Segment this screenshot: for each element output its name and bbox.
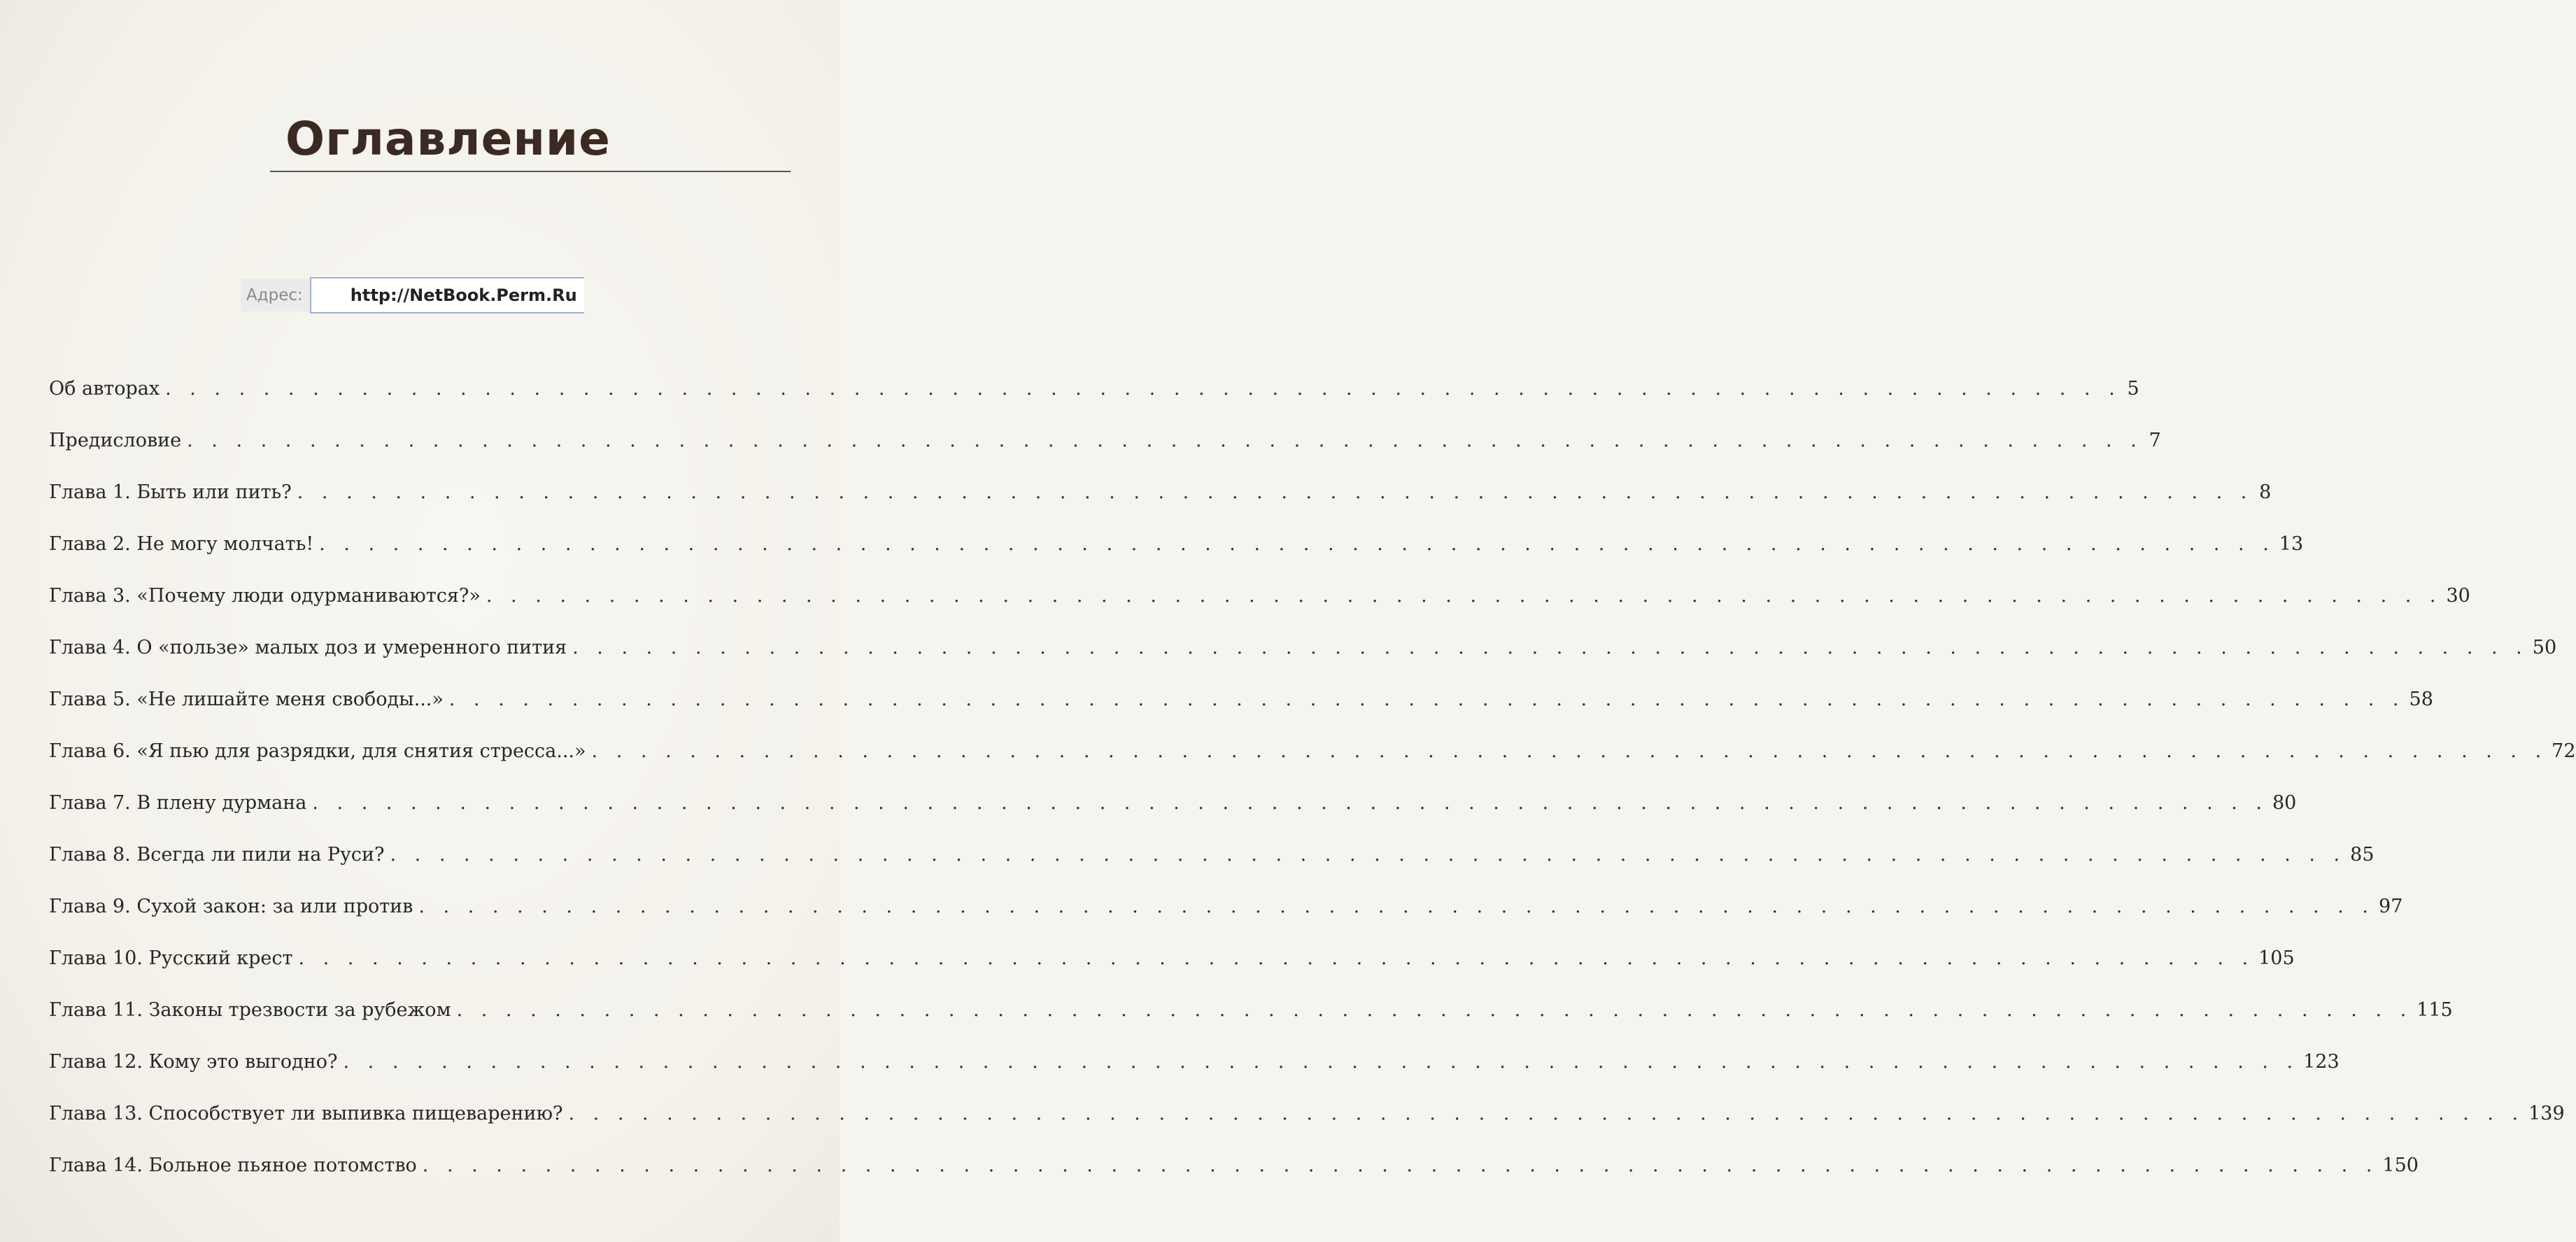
toc-page-number: 97 (2379, 896, 2403, 917)
toc-dot-leader: . . . . . . . . . . . . . . . . . . . . . . . . . . . . . . . . . . . . . . . . . . . . . . . . . . . . . . . . . . . . . . . . . . . . . . . . . . . . . . . . (422, 1155, 2379, 1176)
toc-dot-leader: . . . . . . . . . . . . . . . . . . . . . . . . . . . . . . . . . . . . . . . . . . . . . . . . . . . . . . . . . . . . . . . . . . . . . . . . . . . . . . . . (591, 740, 2548, 762)
toc-entry (49, 896, 2403, 947)
toc-page-number: 7 (2149, 430, 2161, 451)
toc-dot-leader: . . . . . . . . . . . . . . . . . . . . . . . . . . . . . . . . . . . . . . . . . . . . . . . . . . . . . . . . . . . . . . . . . . . . . . . . . . . . . . . . (572, 637, 2528, 658)
title-underline (270, 171, 791, 172)
toc-entry-title: Глава 1. Быть или пить? (49, 481, 292, 503)
toc-entry (49, 689, 2433, 740)
toc-entry-title: Глава 10. Русский крест (49, 947, 293, 969)
address-label: Адрес: (241, 279, 310, 311)
toc-dot-leader: . . . . . . . . . . . . . . . . . . . . . . . . . . . . . . . . . . . . . . . . . . . . . . . . . . . . . . . . . . . . . . . . . . . . . . . . . . . . . . . . (187, 430, 2143, 451)
heading-block (270, 112, 791, 167)
toc-entry (49, 1155, 2419, 1206)
page-title: Оглавление (285, 112, 611, 166)
toc-entry-title: Глава 8. Всегда ли пили на Руси? (49, 844, 385, 866)
toc-dot-leader: . . . . . . . . . . . . . . . . . . . . . . . . . . . . . . . . . . . . . . . . . . . . . . . . . . . . . . . . . . . . . . . . . . . . . . . . . . . . . . . . (486, 585, 2442, 607)
toc-dot-leader: . . . . . . . . . . . . . . . . . . . . . . . . . . . . . . . . . . . . . . . . . . . . . . . . . . . . . . . . . . . . . . . . . . . . . . . . . . . . . . . . (418, 896, 2375, 917)
toc-page-number: 50 (2532, 637, 2557, 658)
address-url: http://NetBook.Perm.Ru (310, 277, 584, 313)
toc-entry-title: Глава 7. В плену дурмана (49, 792, 307, 814)
toc-entry-title: Глава 13. Способствует ли выпивка пищеварению? (49, 1103, 563, 1124)
toc-dot-leader: . . . . . . . . . . . . . . . . . . . . . . . . . . . . . . . . . . . . . . . . . . . . . . . . . . . . . . . . . . . . . . . . . . . . . . . . . . . . . . . . (456, 999, 2413, 1021)
toc-entry (49, 947, 2295, 999)
toc-page-number: 115 (2416, 999, 2453, 1021)
toc-dot-leader: . . . . . . . . . . . . . . . . . . . . . . . . . . . . . . . . . . . . . . . . . . . . . . . . . . . . . . . . . . . . . . . . . . . . . . . . . . . . . . . . (448, 689, 2405, 710)
toc-dot-leader: . . . . . . . . . . . . . . . . . . . . . . . . . . . . . . . . . . . . . . . . . . . . . . . . . . . . . . . . . . . . . . . . . . . . . . . . . . . . . . . . (165, 378, 2121, 400)
toc-entry-title: Глава 3. «Почему люди одурманиваются?» (49, 585, 481, 607)
toc-entry (49, 481, 2272, 533)
toc-entry (49, 792, 2297, 844)
toc-page-number: 8 (2259, 481, 2272, 503)
toc-dot-leader: . . . . . . . . . . . . . . . . . . . . . . . . . . . . . . . . . . . . . . . . . . . . . . . . . . . . . . . . . . . . . . . . . . . . . . . . . . . . . . . . (343, 1051, 2300, 1073)
toc-entry (49, 430, 2161, 481)
toc-entry-title: Глава 14. Больное пьяное потомство (49, 1155, 417, 1176)
toc-dot-leader: . . . . . . . . . . . . . . . . . . . . . . . . . . . . . . . . . . . . . . . . . . . . . . . . . . . . . . . . . . . . . . . . . . . . . . . . . . . . . . . . (568, 1103, 2525, 1124)
toc-page-number: 105 (2258, 947, 2295, 969)
toc-page-number: 139 (2528, 1103, 2565, 1124)
address-bar (241, 277, 584, 313)
toc-entry-title: Глава 5. «Не лишайте меня свободы...» (49, 689, 444, 710)
toc-entry-title: Глава 2. Не могу молчать! (49, 533, 314, 555)
toc-entry (49, 999, 2453, 1051)
toc-page-number: 85 (2350, 844, 2375, 866)
toc-page-number: 150 (2382, 1155, 2419, 1176)
toc-entry-title: Глава 4. О «пользе» малых доз и умеренного пития (49, 637, 567, 658)
toc-entry (49, 844, 2375, 896)
toc-entry (49, 637, 2557, 689)
toc-entry (49, 740, 2576, 792)
toc-dot-leader: . . . . . . . . . . . . . . . . . . . . . . . . . . . . . . . . . . . . . . . . . . . . . . . . . . . . . . . . . . . . . . . . . . . . . . . . . . . . . . . . (298, 947, 2255, 969)
toc-entry (49, 378, 2139, 430)
table-of-contents (49, 378, 2576, 1206)
toc-entry-title: Предисловие (49, 430, 182, 451)
toc-dot-leader: . . . . . . . . . . . . . . . . . . . . . . . . . . . . . . . . . . . . . . . . . . . . . . . . . . . . . . . . . . . . . . . . . . . . . . . . . . . . . . . . (312, 792, 2268, 814)
toc-page-number: 72 (2552, 740, 2576, 762)
toc-dot-leader: . . . . . . . . . . . . . . . . . . . . . . . . . . . . . . . . . . . . . . . . . . . . . . . . . . . . . . . . . . . . . . . . . . . . . . . . . . . . . . . . (297, 481, 2253, 503)
toc-entry (49, 585, 2470, 637)
toc-entry-title: Глава 12. Кому это выгодно? (49, 1051, 338, 1073)
toc-entry-title: Об авторах (49, 378, 160, 400)
toc-dot-leader: . . . . . . . . . . . . . . . . . . . . . . . . . . . . . . . . . . . . . . . . . . . . . . . . . . . . . . . . . . . . . . . . . . . . . . . . . . . . . . . . (319, 533, 2275, 555)
toc-page-number: 58 (2409, 689, 2433, 710)
toc-entry-title: Глава 6. «Я пью для разрядки, для снятия стресса...» (49, 740, 586, 762)
toc-page-number: 5 (2127, 378, 2139, 400)
toc-entry (49, 533, 2304, 585)
toc-page-number: 13 (2279, 533, 2304, 555)
toc-dot-leader: . . . . . . . . . . . . . . . . . . . . . . . . . . . . . . . . . . . . . . . . . . . . . . . . . . . . . . . . . . . . . . . . . . . . . . . . . . . . . . . . (390, 844, 2347, 866)
toc-entry (49, 1051, 2340, 1103)
toc-page-number: 123 (2303, 1051, 2340, 1073)
toc-entry-title: Глава 11. Законы трезвости за рубежом (49, 999, 451, 1021)
toc-page-number: 30 (2446, 585, 2470, 607)
toc-entry (49, 1103, 2565, 1155)
toc-page-number: 80 (2272, 792, 2297, 814)
toc-entry-title: Глава 9. Сухой закон: за или против (49, 896, 413, 917)
